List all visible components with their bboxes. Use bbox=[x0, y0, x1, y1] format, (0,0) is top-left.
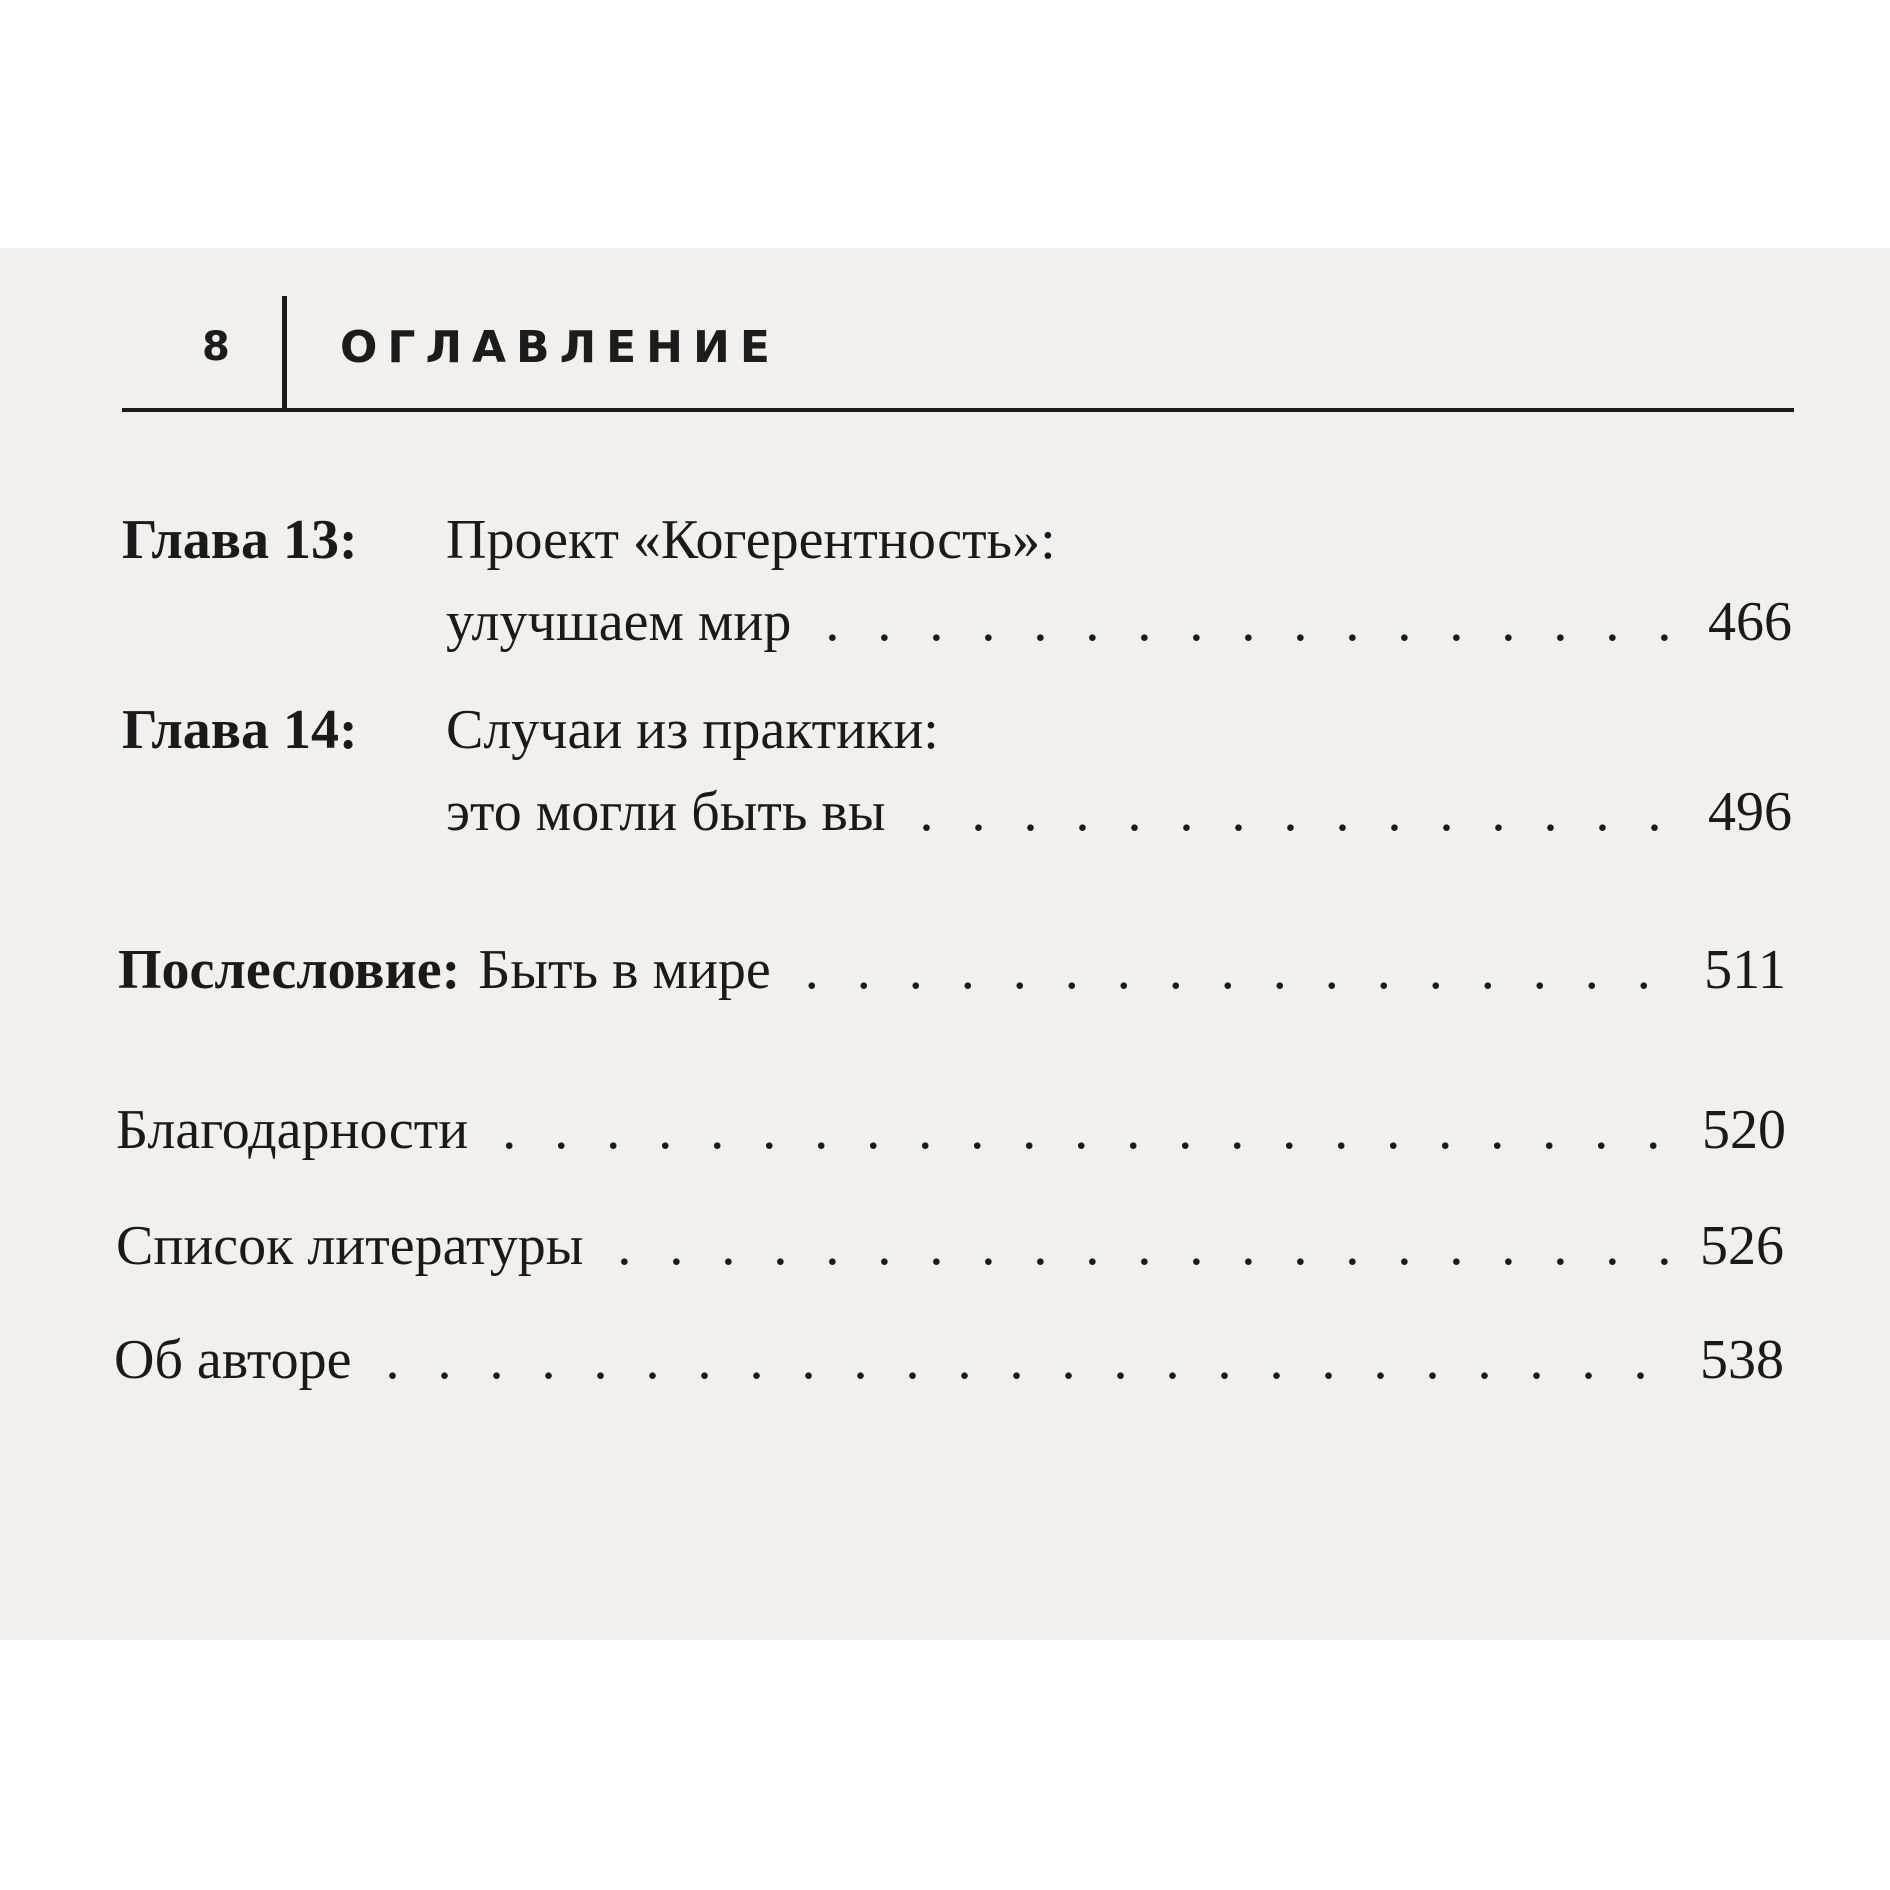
chapter-14-subtitle: это могли быть вы bbox=[446, 781, 886, 843]
about-author-page: 538 bbox=[1700, 1329, 1784, 1391]
chapter-14-title: Случаи из практики: bbox=[446, 699, 939, 761]
toc-entry-bibliography[interactable] bbox=[116, 1214, 1784, 1278]
page-number: 8 bbox=[202, 324, 230, 370]
toc-entry-afterword[interactable] bbox=[118, 938, 1786, 1002]
about-author-title: Об авторе bbox=[114, 1329, 352, 1391]
dot-leader bbox=[502, 1098, 1672, 1162]
toc-entry-chapter-13[interactable] bbox=[446, 590, 1792, 654]
toc-entry-chapter-14[interactable] bbox=[446, 780, 1792, 844]
chapter-13-label: Глава 13: bbox=[122, 509, 358, 571]
chapter-13-subtitle: улучшаем мир bbox=[446, 591, 792, 653]
book-page bbox=[0, 248, 1890, 1640]
afterword-title: Быть в мире bbox=[478, 939, 771, 1001]
chapter-14-title-line1 bbox=[446, 698, 939, 762]
header-separator bbox=[282, 296, 287, 412]
page-header bbox=[122, 300, 1794, 412]
chapter-13-page: 466 bbox=[1708, 591, 1792, 653]
dot-leader bbox=[919, 780, 1678, 844]
afterword-label: Послесловие: bbox=[118, 939, 461, 1001]
toc-entry-acknowledgements[interactable] bbox=[116, 1098, 1786, 1162]
dot-leader bbox=[385, 1328, 1670, 1392]
chapter-14-page: 496 bbox=[1708, 781, 1792, 843]
chapter-14-label: Глава 14: bbox=[122, 699, 358, 761]
section-title: ОГЛАВЛЕНИЕ bbox=[340, 322, 780, 373]
chapter-13-title-line1 bbox=[446, 508, 1056, 572]
bibliography-page: 526 bbox=[1700, 1215, 1784, 1277]
afterword-page: 511 bbox=[1704, 939, 1786, 1001]
chapter-13-title: Проект «Когерентность»: bbox=[446, 509, 1056, 571]
acknowledgements-page: 520 bbox=[1702, 1099, 1786, 1161]
toc-entry-about-author[interactable] bbox=[114, 1328, 1784, 1392]
dot-leader bbox=[805, 938, 1672, 1002]
dot-leader bbox=[825, 590, 1678, 654]
bibliography-title: Список литературы bbox=[116, 1215, 584, 1277]
dot-leader bbox=[617, 1214, 1670, 1278]
acknowledgements-title: Благодарности bbox=[116, 1099, 469, 1161]
